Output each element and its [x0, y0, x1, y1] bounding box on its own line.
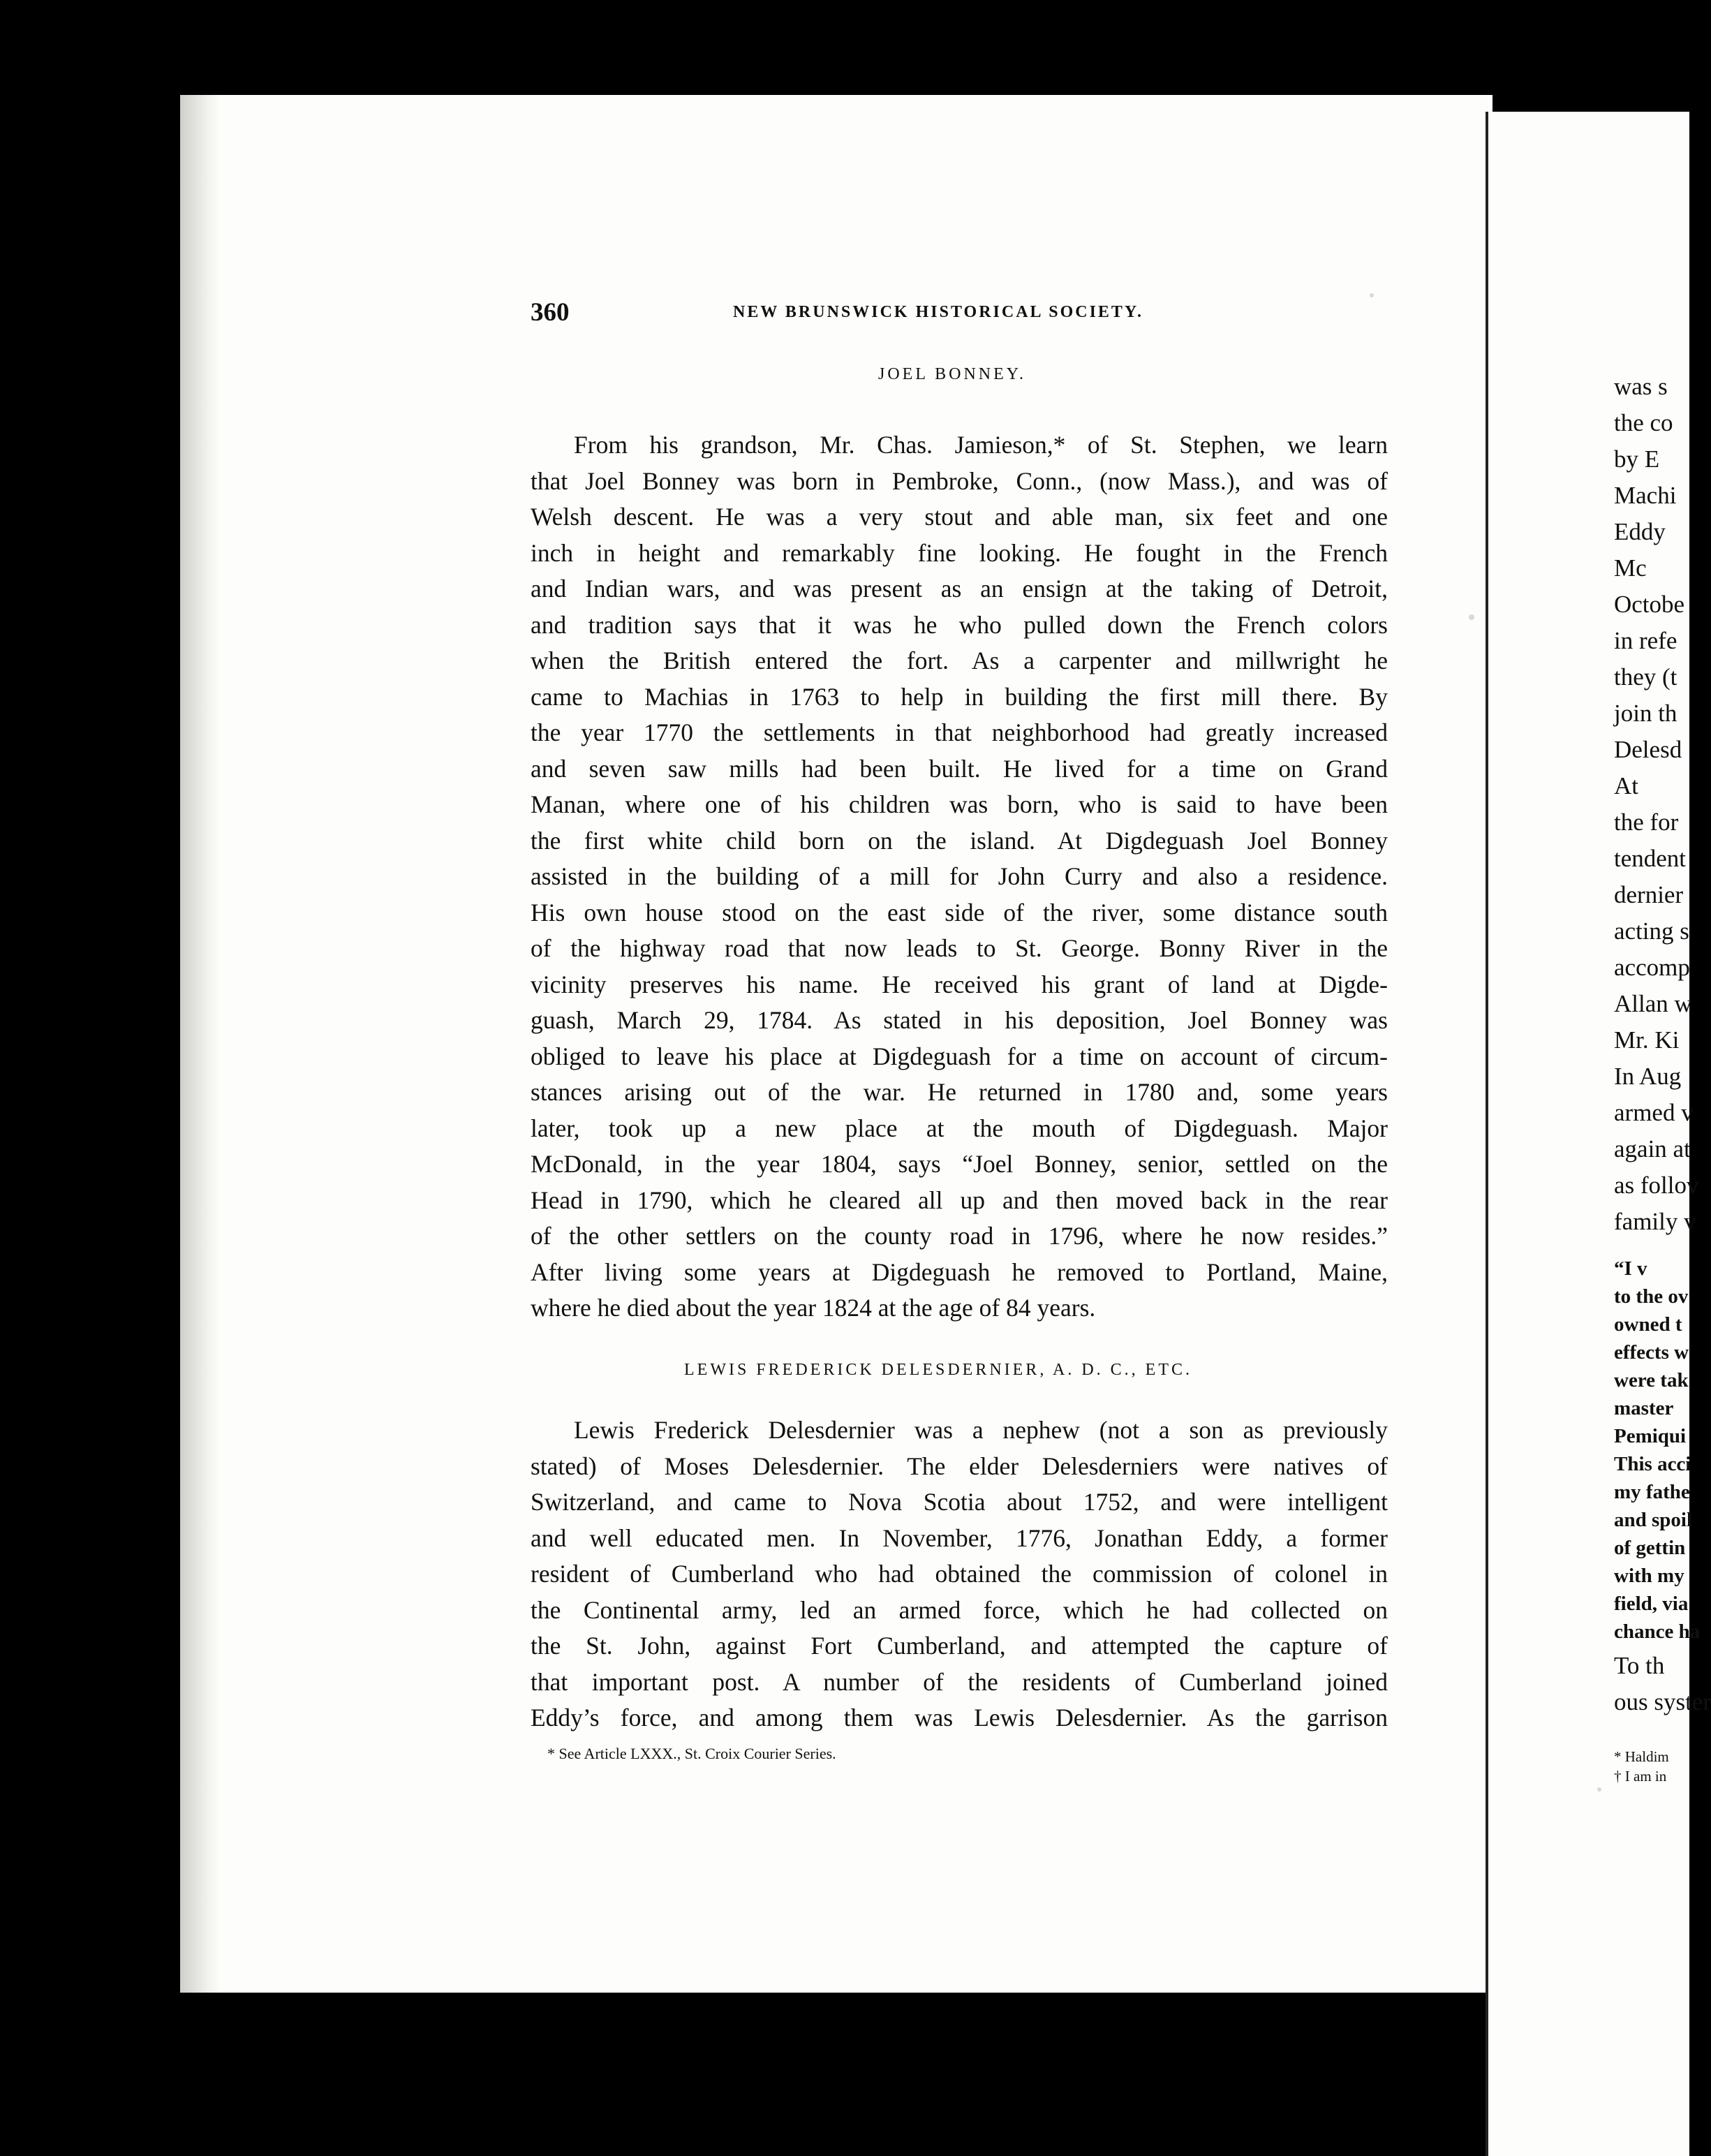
text-line: and tradition says that it was he who pulled down the French colors — [531, 610, 1388, 639]
text-line: and well educated men. In November, 1776, Jonathan Eddy, a former — [531, 1523, 1388, 1552]
text-line: accomp — [1614, 954, 1690, 981]
text-line: vicinity preserves his name. He received his grant of land at Digde- — [531, 970, 1388, 998]
text-line: obliged to leave his place at Digdeguash for a time on account of circum- — [531, 1042, 1388, 1070]
text-line: where he died about the year 1824 at the age of 84 years. — [531, 1294, 1096, 1322]
text-line: the for — [1614, 808, 1679, 836]
section-heading-joel-bonney: JOEL BONNEY. — [878, 365, 1027, 383]
text-line: Eddy — [1614, 518, 1666, 545]
text-line: effects w — [1614, 1341, 1689, 1364]
text-line: inch in height and remarkably fine looking. He fought in the French — [531, 538, 1388, 567]
paper-speck — [1597, 1787, 1601, 1792]
text-line: ous syster — [1614, 1688, 1711, 1715]
text-line: and seven saw mills had been built. He lived for a time on Grand — [531, 754, 1388, 783]
text-line: stances arising out of the war. He returned in 1780 and, some years — [531, 1078, 1388, 1106]
text-line: To th — [1614, 1652, 1665, 1679]
text-line: Switzerland, and came to Nova Scotia about 1752, and were intelligent — [531, 1488, 1388, 1516]
text-line: Delesd — [1614, 736, 1682, 763]
right-page-text-block-2 — [1614, 1255, 1701, 1646]
text-line: with my — [1614, 1565, 1684, 1587]
right-page-footnotes — [1614, 1747, 1698, 1786]
text-line: From his grandson, Mr. Chas. Jamieson,* of St. Stephen, we learn — [574, 431, 1388, 459]
joel-bonney-paragraph — [531, 427, 1388, 1327]
text-line: was s — [1614, 373, 1668, 400]
text-line: guash, March 29, 1784. As stated in his deposition, Joel Bonney was — [531, 1006, 1388, 1034]
text-line: of the highway road that now leads to St. George. Bonny River in the — [531, 934, 1388, 962]
footnote: * See Article LXXX., St. Croix Courier Series. — [547, 1745, 836, 1762]
text-line: my fathe — [1614, 1481, 1690, 1503]
page-edge-shadow — [180, 95, 221, 1993]
text-line: McDonald, in the year 1804, says “Joel Bonney, senior, settled on the — [531, 1150, 1388, 1178]
text-line: the St. John, against Fort Cumberland, and attempted the capture of — [531, 1632, 1388, 1660]
text-line: Lewis Frederick Delesdernier was a nephew (not a son as previously — [574, 1416, 1388, 1444]
text-line: Head in 1790, which he cleared all up and then moved back in the rear — [531, 1186, 1388, 1214]
right-page-text-block-3 — [1614, 1648, 1711, 1720]
text-line: later, took up a new place at the mouth of Digdeguash. Major — [531, 1114, 1388, 1142]
text-line: and Indian wars, and was present as an ensign at the taking of Detroit, — [531, 575, 1388, 603]
text-line: came to Machias in 1763 to help in building the first mill there. By — [531, 682, 1388, 711]
text-line: the year 1770 the settlements in that neighborhood had greatly increased — [531, 718, 1388, 746]
text-line: chance ha — [1614, 1620, 1701, 1643]
text-line: † I am in — [1614, 1768, 1667, 1785]
text-line: they (t — [1614, 663, 1677, 691]
text-line: the first white child born on the island. At Digdeguash Joel Bonney — [531, 826, 1388, 855]
text-line: Pemiqui — [1614, 1425, 1687, 1447]
text-line: acting s — [1614, 917, 1689, 945]
text-line: of the other settlers on the county road in 1796, where he now resides.” — [531, 1222, 1388, 1250]
text-line: Mr. Ki — [1614, 1026, 1680, 1054]
page-number: 360 — [531, 298, 570, 327]
text-line: resident of Cumberland who had obtained the commission of colonel in — [531, 1560, 1388, 1588]
text-line: field, via — [1614, 1593, 1689, 1615]
text-line: Octobe — [1614, 591, 1685, 618]
right-page-text-block-1 — [1614, 369, 1698, 1240]
text-line: Allan w — [1614, 990, 1692, 1017]
text-line: * Haldim — [1614, 1748, 1669, 1765]
text-line: when the British entered the fort. As a carpenter and millwright he — [531, 647, 1388, 674]
text-line: of gettin — [1614, 1537, 1686, 1559]
text-line: Welsh descent. He was a very stout and able man, six feet and one — [531, 503, 1388, 531]
text-line: Manan, where one of his children was born, who is said to have been — [531, 790, 1388, 818]
text-line: armed v — [1614, 1099, 1694, 1126]
text-line: In Aug — [1614, 1063, 1682, 1090]
text-line: Machi — [1614, 482, 1677, 509]
text-line: dernier — [1614, 881, 1684, 908]
delesdernier-paragraph — [531, 1412, 1388, 1736]
text-line: as follov — [1614, 1172, 1699, 1199]
text-line: Eddy’s force, and among them was Lewis Delesdernier. As the garrison — [531, 1704, 1388, 1732]
text-line: His own house stood on the east side of the river, some distance south — [531, 898, 1388, 926]
text-line: to the ov — [1614, 1285, 1689, 1308]
text-line: join th — [1614, 700, 1677, 727]
paper-speck — [1469, 614, 1474, 620]
page-header — [531, 297, 1388, 334]
text-line: assisted in the building of a mill for John Curry and also a residence. — [531, 862, 1388, 890]
text-line: that Joel Bonney was born in Pembroke, Conn., (now Mass.), and was of — [531, 466, 1388, 495]
text-line: family v — [1614, 1208, 1696, 1235]
text-line: the co — [1614, 409, 1673, 436]
text-line: and spoil — [1614, 1509, 1693, 1531]
text-line: by E — [1614, 445, 1660, 473]
text-line: After living some years at Digdeguash he removed to Portland, Maine, — [531, 1257, 1388, 1286]
text-line: stated) of Moses Delesdernier. The elder Delesderniers were natives of — [531, 1452, 1388, 1480]
text-line: that important post. A number of the residents of Cumberland joined — [531, 1667, 1388, 1696]
text-line: master — [1614, 1397, 1674, 1419]
text-line: again at — [1614, 1135, 1691, 1162]
section-heading-delesdernier: LEWIS FREDERICK DELESDERNIER, A. D. C., ETC. — [684, 1361, 1192, 1379]
text-line: were tak — [1614, 1369, 1689, 1391]
text-line: tendent — [1614, 845, 1687, 872]
text-line: Mc — [1614, 554, 1647, 582]
text-line: This acci — [1614, 1453, 1691, 1475]
running-head: NEW BRUNSWICK HISTORICAL SOCIETY. — [733, 303, 1144, 321]
text-line: in refe — [1614, 627, 1677, 654]
text-line: the Continental army, led an armed force, which he had collected on — [531, 1595, 1388, 1624]
text-line: At — [1614, 772, 1638, 799]
text-line: owned t — [1614, 1313, 1682, 1336]
text-line: “I v — [1614, 1257, 1647, 1280]
